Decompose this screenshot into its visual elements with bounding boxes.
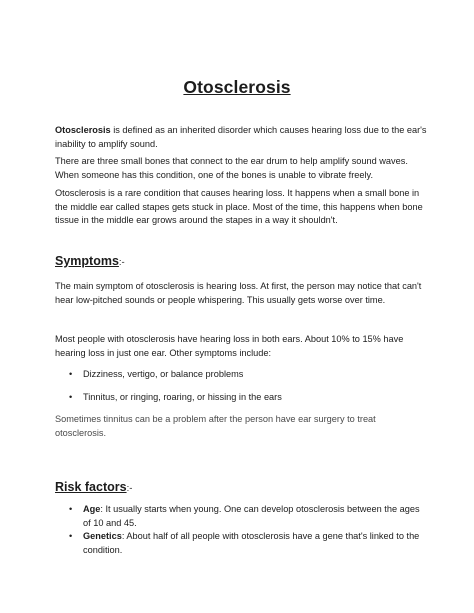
risk-term: Age	[83, 504, 101, 514]
risk-heading-suffix: :-	[126, 483, 133, 494]
bullet-icon: •	[69, 392, 73, 402]
intro-definition-paragraph	[55, 124, 427, 151]
symptoms-heading	[55, 254, 125, 268]
list-item: • Tinnitus, or ringing, roaring, or hissing in the ears	[55, 391, 427, 405]
intro-term: Otosclerosis	[55, 125, 111, 135]
risk-list	[55, 503, 427, 557]
bullet-icon: •	[69, 504, 73, 514]
symptoms-note: Sometimes tinnitus can be a problem after the person have ear surgery to treat otosclerosis.	[55, 414, 376, 438]
symptoms-list	[55, 368, 427, 382]
list-item: • Age: It usually starts when young. One can develop otosclerosis between the ages of 10 and 45.	[69, 504, 420, 528]
symptoms-ears-paragraph: Most people with otosclerosis have hearing loss in both ears. About 10% to 15% have hearing loss in just one ear. Other symptoms include:	[55, 334, 404, 358]
symptoms-list-2	[55, 391, 427, 405]
intro-condition-paragraph: Otosclerosis is a rare condition that causes hearing loss. It happens when a small bone in the middle ear called stapes gets stuck in place. Most of the time, this happens when bone tissue in the middle ear grows around the stapes in a way it shouldn't.	[55, 188, 423, 226]
symptoms-main-paragraph: The main symptom of otosclerosis is hearing loss. At first, the person may notice that can't hear low-pitched sounds or people whispering. This usually gets worse over time.	[55, 281, 422, 305]
risk-term: Genetics	[83, 531, 122, 542]
list-item: • Dizziness, vertigo, or balance problems	[55, 368, 427, 382]
intro-definition: is defined as an inherited disorder which causes hearing loss due to the ear's inability to amplify sound.	[55, 125, 427, 149]
page-title: Otosclerosis	[183, 77, 291, 97]
list-item: • Genetics: About half of all people with otosclerosis have a gene that's linked to the condition.	[69, 531, 420, 555]
risk-heading-text: Risk factors	[55, 480, 127, 494]
bullet-icon: •	[69, 369, 73, 379]
intro-bones-paragraph: There are three small bones that connect to the ear drum to help amplify sound waves. When someone has this condition, one of the bones is unable to vibrate freely.	[55, 156, 408, 180]
symptoms-heading-suffix: :-	[118, 257, 125, 268]
risk-factors-heading	[55, 480, 132, 494]
symptoms-heading-text: Symptoms	[55, 254, 119, 268]
bullet-icon: •	[69, 531, 73, 542]
